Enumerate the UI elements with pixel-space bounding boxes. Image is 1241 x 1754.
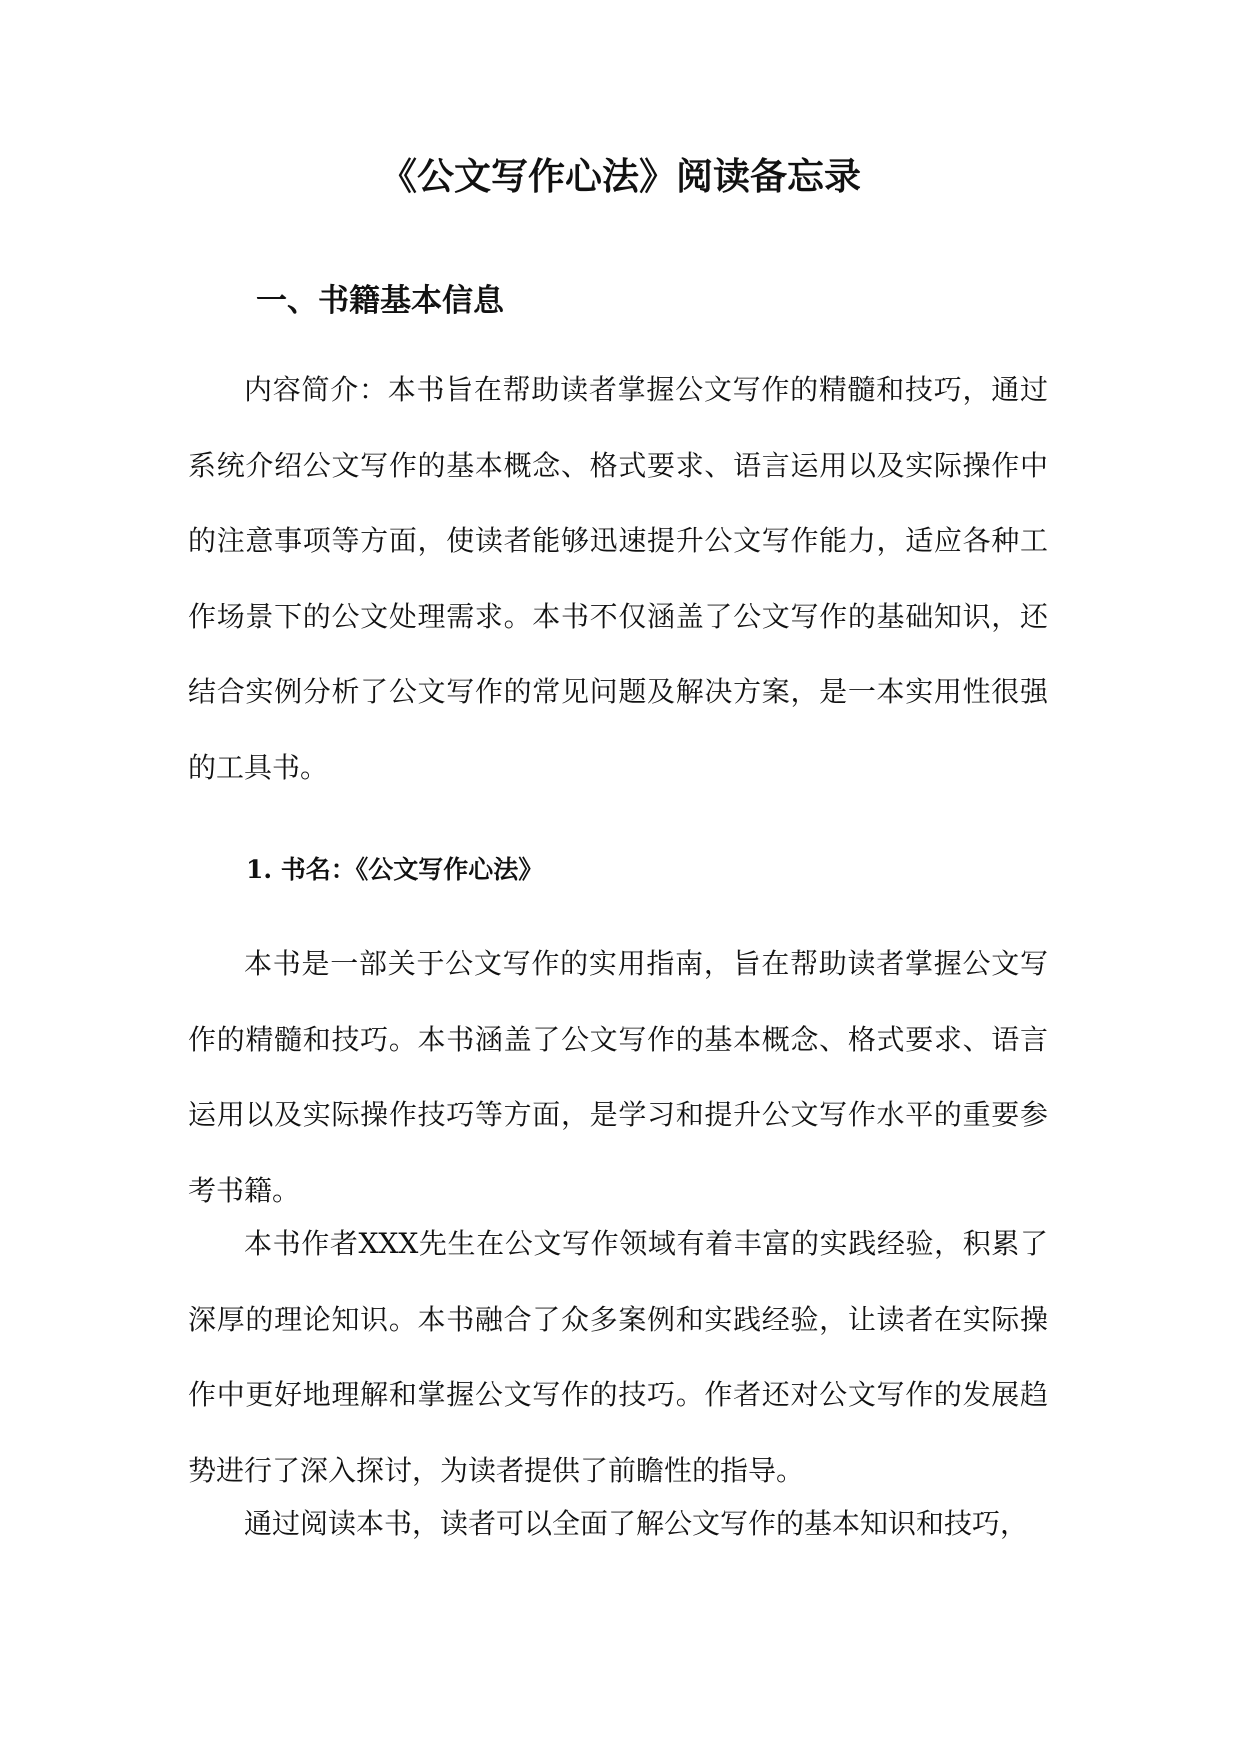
- body-paragraph: 通过阅读本书，读者可以全面了解公文写作的基本知识和技巧，: [244, 1507, 1029, 1540]
- body-paragraph: 本书是一部关于公文写作的实用指南，旨在帮助读者掌握公文写作的精髓和技巧。本书涵盖了公文写作的基本概念、格式要求、语言运用以及实际操作技巧等方面，是学习和提升公文写作水平的重要参考书籍。: [188, 947, 1048, 1207]
- content-summary-paragraph: 内容简介：本书旨在帮助读者掌握公文写作的精髓和技巧，通过系统介绍公文写作的基本概念、格式要求、语言运用以及实际操作中的注意事项等方面，使读者能够迅速提升公文写作能力，适应各种工作场景下的公文处理需求。本书不仅涵盖了公文写作的基础知识，还结合实例分析了公文写作的常见问题及解决方案，是一本实用性很强的工具书。: [188, 373, 1048, 784]
- document-title: 《公文写作心法》阅读备忘录: [380, 154, 861, 198]
- subsection-heading-book-title: 1. 书名：《公文写作心法》: [246, 855, 544, 884]
- body-paragraph: 本书作者XXX先生在公文写作领域有着丰富的实践经验，积累了深厚的理论知识。本书融合了众多案例和实践经验，让读者在实际操作中更好地理解和掌握公文写作的技巧。作者还对公文写作的发展趋势进行了深入探讨，为读者提供了前瞻性的指导。: [188, 1227, 1048, 1487]
- section-heading-book-info: 一、书籍基本信息: [256, 283, 504, 319]
